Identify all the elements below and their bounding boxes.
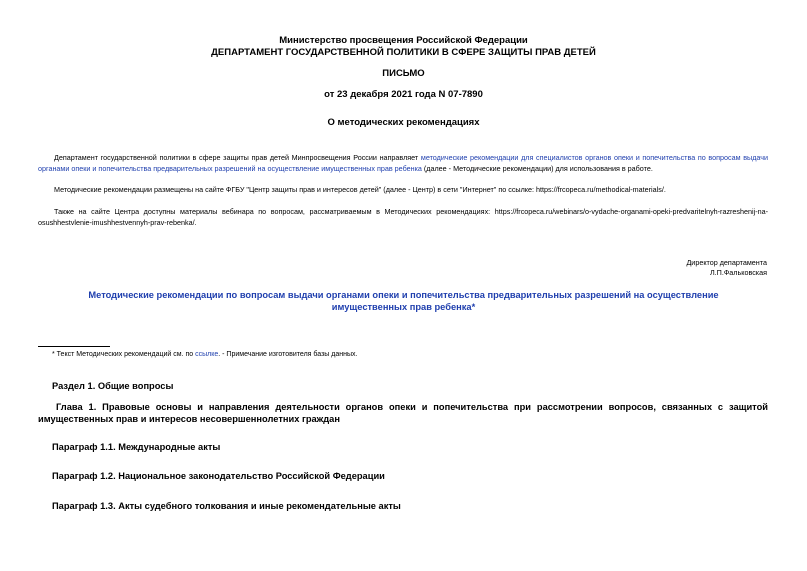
document-type: ПИСЬМО [382,68,425,79]
section-1-heading: Раздел 1. Общие вопросы [52,381,174,391]
signature-name: Л.П.Фальковская [709,268,767,277]
paragraph-1-1-heading: Параграф 1.1. Международные акты [52,442,221,452]
document-date-number: от 23 декабря 2021 года N 07-7890 [324,89,483,100]
body-paragraph-1 [38,153,768,174]
paragraph-1-3-heading: Параграф 1.3. Акты судебного толкования и иные рекомендательные акты [52,501,401,511]
footnote [52,350,357,360]
chapter-1-heading: Глава 1. Правовые основы и направления деятельности органов опеки и попечительства при рассмотрении вопросов, связанных с защитой имущественных прав и интересов несовершеннолетних граждан [38,402,768,424]
footnote-link[interactable]: ссылке [195,351,219,358]
footnote-divider [38,346,110,347]
paragraph-1-end: (далее - Методические рекомендации) для использования в работе. [421,163,653,173]
department-name: ДЕПАРТАМЕНТ ГОСУДАРСТВЕННОЙ ПОЛИТИКИ В СФЕРЕ ЗАЩИТЫ ПРАВ ДЕТЕЙ [211,47,596,58]
body-paragraph-3: Также на сайте Центра доступны материалы вебинара по вопросам, рассматриваемым в Методических рекомендациях: https://frcopeca.ru/webinars/o-vydache-organami-opeki-predvaritelnyh-razreshenij-na-osushhestvlenie-imushhestvennyh-prav-rebenka/. [38,207,768,227]
recommendations-link[interactable]: методические рекомендации для специалистов органов опеки и попечительства по вопросам выдачи органами опеки и попечительства предварительных разрешений на осуществление имущественных прав ребенка [38,153,768,173]
signature-position: Директор департамента [686,258,767,267]
body-paragraph-2: Методические рекомендации размещены на сайте ФГБУ "Центр защиты прав и интересов детей" (далее - Центр) в сети "Интернет" по ссылке: https://frcopeca.ru/methodical-materials/. [54,185,666,194]
recommendations-title-link[interactable]: Методические рекомендации по вопросам выдачи органами опеки и попечительства предварительных разрешений на осуществление имущественных прав ребенка* [88,290,719,312]
paragraph-1-2-heading: Параграф 1.2. Национальное законодательство Российской Федерации [52,471,385,481]
ministry-name: Министерство просвещения Российской Федерации [279,35,528,46]
footnote-start: * Текст Методических рекомендаций см. по [52,351,196,358]
paragraph-1-start: Департамент государственной политики в сфере защиты прав детей Минпросвещения России направляет [54,153,421,162]
document-subject: О методических рекомендациях [327,117,480,128]
footnote-end: . - Примечание изготовителя базы данных. [218,351,358,358]
